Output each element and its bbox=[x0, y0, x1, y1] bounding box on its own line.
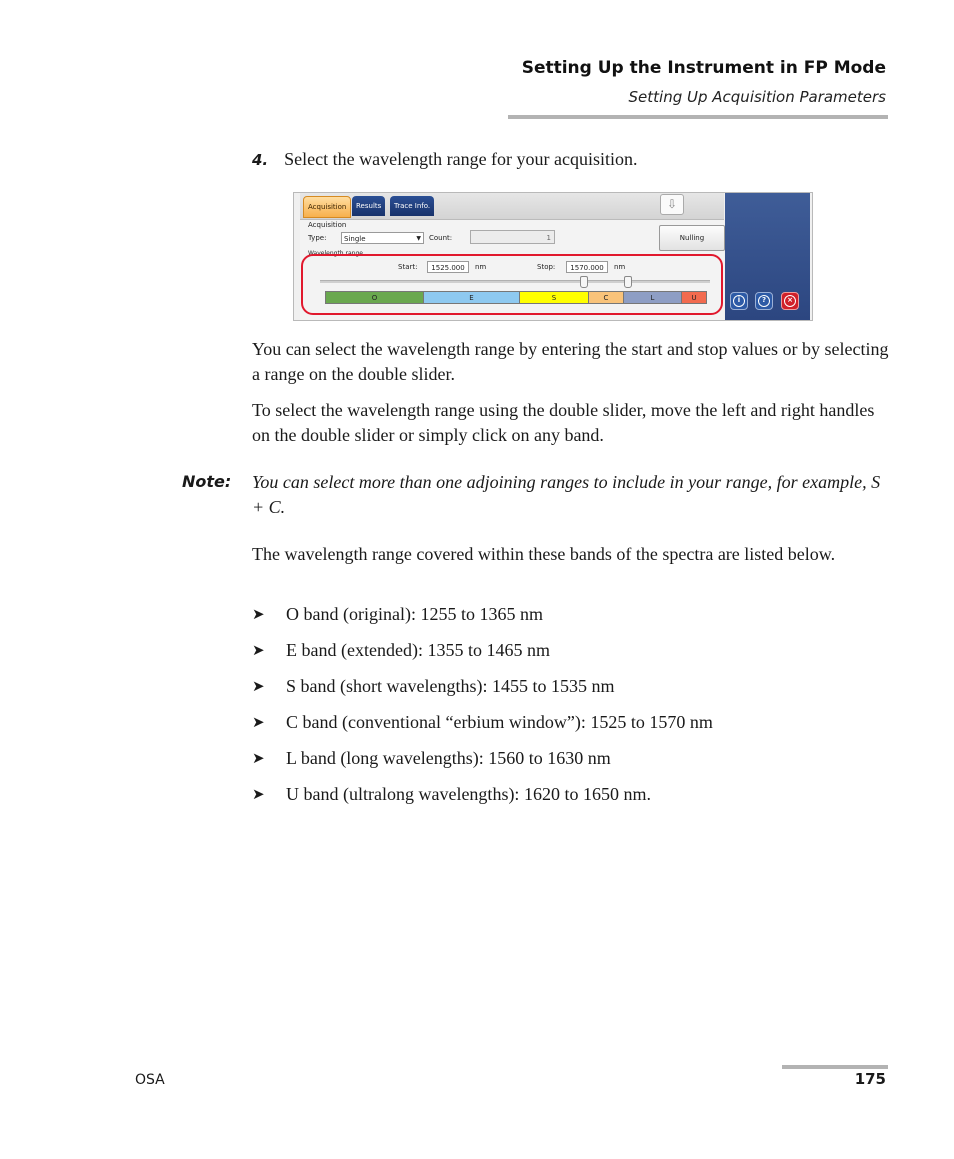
note-text: You can select more than one adjoining ranges to include in your range, for example, S + C. bbox=[252, 472, 881, 517]
acquisition-screenshot bbox=[293, 192, 813, 321]
header-subtitle: Setting Up Acquisition Parameters bbox=[628, 88, 886, 106]
list-item-text: L band (long wavelengths): 1560 to 1630 nm bbox=[286, 748, 611, 768]
wavelength-range-label: Wavelength range bbox=[308, 250, 363, 257]
header-rule bbox=[508, 115, 888, 119]
paragraph-bands-intro: The wavelength range covered within these bands of the spectra are listed below. bbox=[252, 544, 836, 564]
band-e[interactable]: E bbox=[423, 291, 520, 304]
bullet-arrow-icon: ➤ bbox=[252, 677, 265, 695]
start-label: Start: bbox=[398, 263, 418, 271]
band-l[interactable]: L bbox=[623, 291, 682, 304]
list-item bbox=[252, 638, 713, 674]
count-label: Count: bbox=[429, 234, 453, 242]
type-label: Type: bbox=[308, 234, 327, 242]
stop-field[interactable]: 1570.000 bbox=[566, 261, 608, 273]
highlight-outline bbox=[301, 254, 723, 315]
header-title: Setting Up the Instrument in FP Mode bbox=[521, 58, 886, 78]
band-o[interactable]: O bbox=[325, 291, 424, 304]
start-field[interactable]: 1525.000 bbox=[427, 261, 469, 273]
step-4 bbox=[252, 149, 638, 170]
list-item bbox=[252, 710, 713, 746]
footer-rule bbox=[782, 1065, 888, 1069]
stop-label: Stop: bbox=[537, 263, 556, 271]
stop-unit: nm bbox=[614, 263, 626, 271]
list-item-text: U band (ultralong wavelengths): 1620 to 1650 nm. bbox=[286, 784, 651, 804]
tab-trace-info[interactable]: Trace Info. bbox=[390, 196, 434, 216]
list-item bbox=[252, 602, 713, 638]
bullet-arrow-icon: ➤ bbox=[252, 749, 265, 767]
list-item bbox=[252, 674, 713, 710]
tab-acquisition[interactable]: Acquisition bbox=[303, 196, 351, 218]
band-list bbox=[252, 602, 713, 818]
chevron-down-icon: ▼ bbox=[416, 235, 421, 242]
type-select-value: Single bbox=[344, 235, 366, 243]
bullet-arrow-icon: ➤ bbox=[252, 605, 265, 623]
band-c[interactable]: C bbox=[588, 291, 624, 304]
band-u[interactable]: U bbox=[681, 291, 707, 304]
nulling-button[interactable]: Nulling bbox=[659, 225, 725, 251]
type-select[interactable] bbox=[341, 232, 424, 244]
acquisition-group-label: Acquisition bbox=[308, 221, 347, 229]
help-button[interactable] bbox=[755, 292, 773, 310]
list-item bbox=[252, 746, 713, 782]
footer-product: OSA bbox=[135, 1072, 165, 1088]
paragraph-select-range: You can select the wavelength range by entering the start and stop values or by selecting a range on the double slider. bbox=[252, 339, 889, 384]
page-number: 175 bbox=[854, 1070, 886, 1088]
close-icon: × bbox=[784, 295, 796, 307]
close-button[interactable] bbox=[781, 292, 799, 310]
bullet-arrow-icon: ➤ bbox=[252, 713, 265, 731]
tab-bar bbox=[300, 193, 724, 220]
list-item-text: C band (conventional “erbium window”): 1525 to 1570 nm bbox=[286, 712, 713, 732]
tab-results[interactable]: Results bbox=[352, 196, 385, 216]
step-text: Select the wavelength range for your acquisition. bbox=[284, 149, 638, 169]
band-s[interactable]: S bbox=[519, 291, 589, 304]
bullet-arrow-icon: ➤ bbox=[252, 785, 265, 803]
bullet-arrow-icon: ➤ bbox=[252, 641, 265, 659]
power-icon: i bbox=[733, 295, 745, 307]
help-icon: ? bbox=[758, 295, 770, 307]
note-label: Note: bbox=[182, 472, 232, 491]
paragraph-double-slider: To select the wavelength range using the double slider, move the left and right handles on the double slider or simply click on any band. bbox=[252, 400, 875, 445]
side-panel bbox=[725, 193, 810, 320]
list-item-text: E band (extended): 1355 to 1465 nm bbox=[286, 640, 550, 660]
step-number: 4. bbox=[252, 151, 269, 169]
power-button[interactable] bbox=[730, 292, 748, 310]
list-item-text: S band (short wavelengths): 1455 to 1535 nm bbox=[286, 676, 615, 696]
start-unit: nm bbox=[475, 263, 487, 271]
list-item bbox=[252, 782, 713, 818]
list-item-text: O band (original): 1255 to 1365 nm bbox=[286, 604, 543, 624]
arrow-down-icon[interactable]: ⇩ bbox=[660, 194, 684, 215]
count-field[interactable]: 1 bbox=[470, 230, 555, 244]
